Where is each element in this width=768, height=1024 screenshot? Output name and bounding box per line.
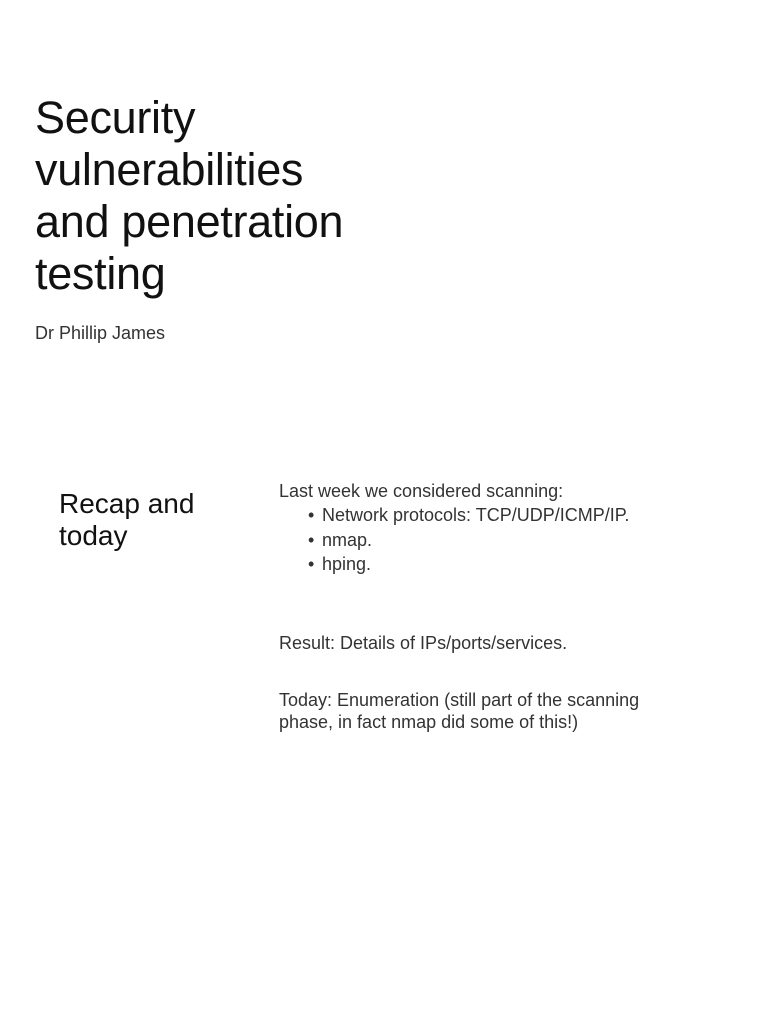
title-line: and penetration bbox=[35, 196, 344, 247]
title-slide bbox=[0, 0, 768, 440]
bullet-list bbox=[279, 504, 709, 575]
title-line: vulnerabilities bbox=[35, 144, 304, 195]
slide-heading bbox=[59, 488, 194, 552]
list-item bbox=[308, 529, 709, 551]
title-line: testing bbox=[35, 248, 166, 299]
title-line: Security bbox=[35, 92, 196, 143]
bullet-icon: • bbox=[308, 529, 315, 550]
heading-line: Recap and bbox=[59, 488, 195, 519]
intro-text: Last week we considered scanning: bbox=[279, 481, 564, 501]
author-name: Dr Phillip James bbox=[35, 323, 166, 343]
slide-body bbox=[279, 480, 709, 733]
bullet-icon: • bbox=[308, 505, 315, 525]
today-text: Today: Enumeration (still part of the scanning phase, in fact nmap did some of this!) bbox=[279, 690, 640, 732]
list-item bbox=[308, 553, 709, 575]
list-item-text: hping. bbox=[322, 554, 372, 574]
result-text: Result: Details of IPs/ports/services. bbox=[279, 633, 568, 653]
recap-slide bbox=[0, 440, 768, 1024]
bullet-icon: • bbox=[308, 554, 315, 574]
list-item-text: Network protocols: TCP/UDP/ICMP/IP. bbox=[322, 505, 630, 525]
heading-line: today bbox=[59, 520, 128, 551]
presentation-title bbox=[35, 92, 435, 300]
list-item bbox=[308, 504, 709, 526]
list-item-text: nmap. bbox=[322, 529, 373, 550]
